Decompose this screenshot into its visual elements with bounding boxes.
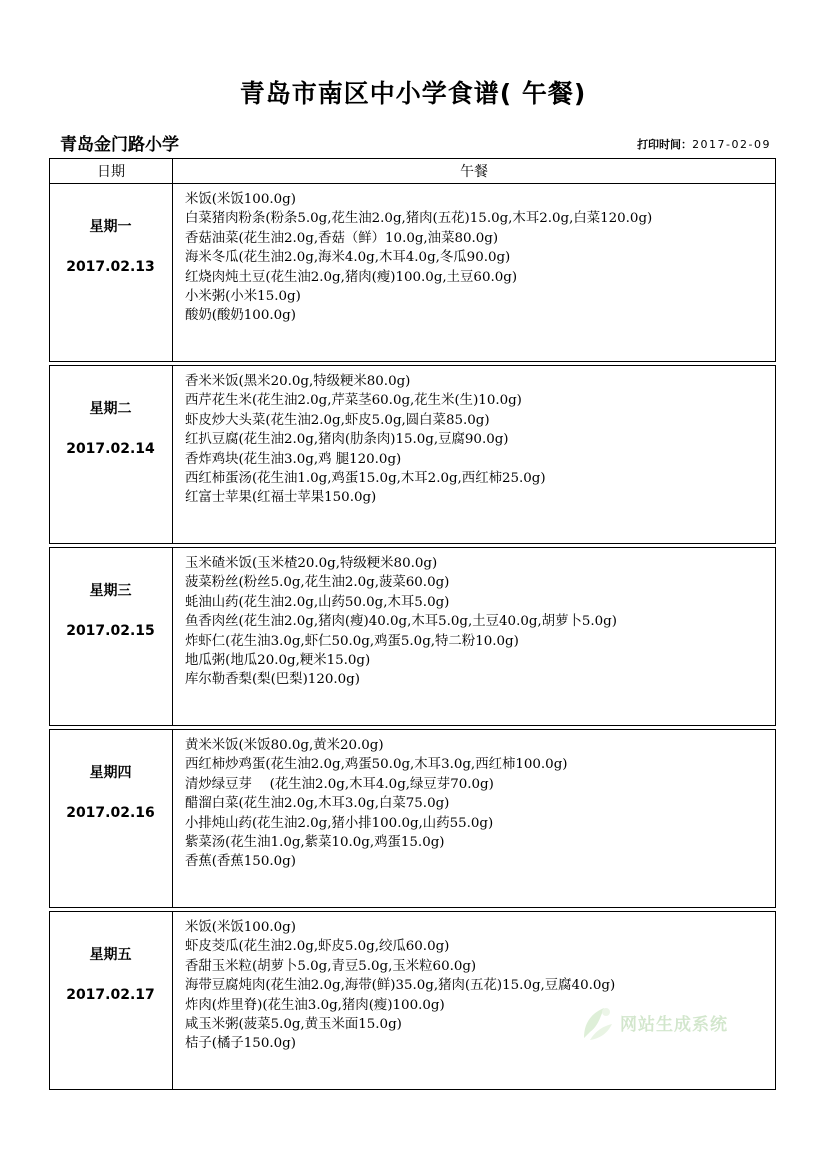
meal-item: 米饭(米饭100.0g): [185, 920, 296, 935]
date-label: 2017.02.13: [66, 259, 155, 275]
meal-item: 西红柿蛋汤(花生油1.0g,鸡蛋15.0g,木耳2.0g,西红柿25.0g): [185, 471, 546, 487]
weekday-label: 星期一: [89, 219, 132, 235]
meal-item: 海米冬瓜(花生油2.0g,海米4.0g,木耳4.0g,冬瓜90.0g): [185, 250, 511, 266]
meal-item: 鱼香肉丝(花生油2.0g,猪肉(瘦)40.0g,木耳5.0g,土豆40.0g,胡萝卜5.0g): [185, 614, 617, 630]
meal-list: [173, 184, 775, 361]
date-cell: [50, 548, 173, 725]
school-name: 青岛金门路小学: [60, 135, 179, 155]
date-label: 2017.02.16: [66, 805, 155, 821]
date-cell: [50, 366, 173, 543]
weekday-label: 星期三: [89, 583, 132, 599]
meal-item: 香米米饭(黑米20.0g,特级粳米80.0g): [185, 374, 411, 389]
print-time-value: 2017-02-09: [692, 138, 771, 151]
table-header: [49, 158, 776, 184]
meal-item: 小排炖山药(花生油2.0g,猪小排100.0g,山药55.0g): [185, 815, 494, 831]
date-label: 2017.02.17: [66, 987, 155, 1003]
print-time: [637, 136, 771, 152]
meal-item: 香炸鸡块(花生油3.0g,鸡 腿120.0g): [185, 451, 402, 467]
meal-column-header: 午餐: [460, 164, 488, 180]
date-label: 2017.02.15: [66, 623, 155, 639]
meal-item: 红富士苹果(红福士苹果150.0g): [185, 490, 377, 506]
meal-item: 虾皮炒大头菜(花生油2.0g,虾皮5.0g,圆白菜85.0g): [185, 412, 490, 428]
date-cell: [50, 912, 173, 1089]
meal-item: 海带豆腐炖肉(花生油2.0g,海带(鲜)35.0g,猪肉(五花)15.0g,豆腐40.0g): [185, 978, 616, 994]
date-column-header: 日期: [50, 159, 173, 183]
weekday-label: 星期四: [89, 765, 132, 781]
day-row-monday: [49, 183, 776, 362]
meal-item: 香菇油菜(花生油2.0g,香菇（鲜）10.0g,油菜80.0g): [185, 230, 499, 246]
meal-item: 白菜猪肉粉条(粉条5.0g,花生油2.0g,猪肉(五花)15.0g,木耳2.0g,白菜120.0g): [185, 211, 653, 227]
meal-item: 清炒绿豆芽 (花生油2.0g,木耳4.0g,绿豆芽70.0g): [185, 776, 494, 792]
meal-item: 香蕉(香蕉150.0g): [185, 854, 296, 870]
meal-item: 黄米米饭(米饭80.0g,黄米20.0g): [185, 738, 384, 753]
meal-item: 地瓜粥(地瓜20.0g,粳米15.0g): [185, 653, 371, 669]
day-row-tuesday: [49, 365, 776, 544]
meal-item: 菠菜粉丝(粉丝5.0g,花生油2.0g,菠菜60.0g): [185, 575, 450, 591]
meal-item: 库尔勒香梨(梨(巴梨)120.0g): [185, 672, 360, 688]
meal-item: 蚝油山药(花生油2.0g,山药50.0g,木耳5.0g): [185, 594, 450, 610]
day-row-wednesday: [49, 547, 776, 726]
meal-list: [173, 912, 775, 1089]
meal-item: 炸虾仁(花生油3.0g,虾仁50.0g,鸡蛋5.0g,特二粉10.0g): [185, 633, 519, 649]
meal-item: 虾皮茭瓜(花生油2.0g,虾皮5.0g,绞瓜60.0g): [185, 939, 450, 955]
day-row-thursday: [49, 729, 776, 908]
weekday-label: 星期二: [89, 401, 132, 417]
weekday-label: 星期五: [89, 947, 132, 963]
meal-item: 醋溜白菜(花生油2.0g,木耳3.0g,白菜75.0g): [185, 796, 450, 812]
meal-item: 桔子(橘子150.0g): [185, 1036, 296, 1052]
meal-item: 咸玉米粥(菠菜5.0g,黄玉米面15.0g): [185, 1017, 402, 1033]
page-title: 青岛市南区中小学食谱( 午餐): [239, 79, 587, 108]
meal-item: 紫菜汤(花生油1.0g,紫菜10.0g,鸡蛋15.0g): [185, 835, 445, 851]
meal-item: 酸奶(酸奶100.0g): [185, 308, 296, 324]
meal-list: [173, 730, 775, 907]
meal-item: 小米粥(小米15.0g): [185, 289, 301, 305]
day-row-friday: [49, 911, 776, 1090]
meal-item: 玉米碴米饭(玉米楂20.0g,特级粳米80.0g): [185, 556, 438, 571]
meal-item: 米饭(米饭100.0g): [185, 192, 296, 207]
meal-item: 红扒豆腐(花生油2.0g,猪肉(肋条肉)15.0g,豆腐90.0g): [185, 432, 509, 448]
meal-list: [173, 366, 775, 543]
date-cell: [50, 730, 173, 907]
date-cell: [50, 184, 173, 361]
meal-item: 香甜玉米粒(胡萝卜5.0g,青豆5.0g,玉米粒60.0g): [185, 958, 477, 974]
watermark-text: 网站生成系统: [620, 1014, 728, 1035]
meal-item: 西芹花生米(花生油2.0g,芹菜茎60.0g,花生米(生)10.0g): [185, 393, 522, 409]
date-label: 2017.02.14: [66, 441, 155, 457]
meal-item: 炸肉(炸里脊)(花生油3.0g,猪肉(瘦)100.0g): [185, 997, 445, 1013]
leaf-logo-icon: [578, 1002, 616, 1042]
meal-item: 红烧肉炖土豆(花生油2.0g,猪肉(瘦)100.0g,土豆60.0g): [185, 269, 518, 285]
watermark: [578, 1002, 728, 1042]
meal-item: 西红柿炒鸡蛋(花生油2.0g,鸡蛋50.0g,木耳3.0g,西红柿100.0g): [185, 757, 568, 773]
meal-list: [173, 548, 775, 725]
print-time-label: 打印时间：: [637, 138, 693, 151]
